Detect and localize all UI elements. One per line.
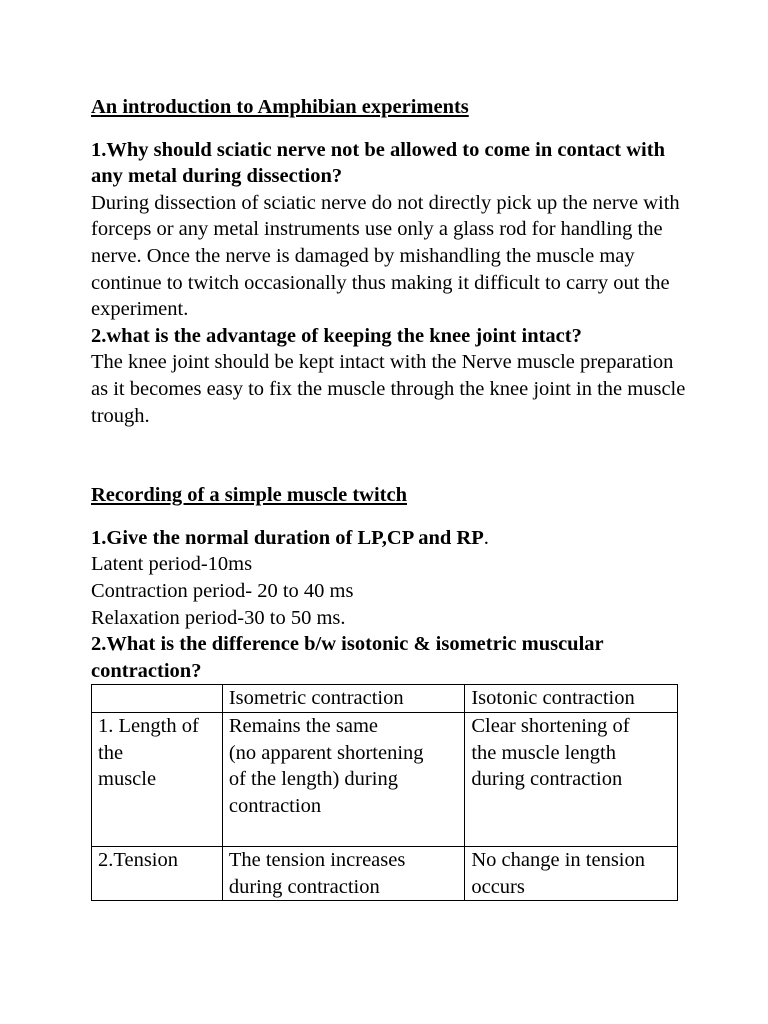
table-row	[92, 847, 678, 901]
table-header-cell: Isometric contraction	[222, 685, 465, 713]
table-cell-label	[92, 847, 223, 901]
cell-line: contraction	[228, 795, 322, 818]
section-title-muscle-twitch: Recording of a simple muscle twitch	[91, 484, 407, 507]
document-page	[91, 94, 691, 901]
section-title-amphibian: An introduction to Amphibian experiments	[91, 96, 469, 118]
cell-line: during contraction	[471, 768, 623, 791]
answer-knee-joint: The knee joint should be kept intact with the Nerve muscle preparation as it becomes easy to fix the muscle through the knee joint in the muscle trough.	[91, 351, 686, 427]
question-durations-suffix: .	[483, 526, 489, 549]
cell-line: Clear shortening of	[471, 715, 630, 738]
cell-line: 2.Tension	[98, 849, 178, 872]
question-durations-line	[91, 525, 691, 552]
table-cell-isotonic	[465, 847, 678, 901]
table-header-cell: Isotonic contraction	[465, 685, 678, 713]
question-sciatic-nerve: 1.Why should sciatic nerve not be allowed to come in contact with any metal during dissection?	[91, 138, 665, 188]
cell-line: the	[98, 741, 124, 764]
table-cell-label	[92, 713, 223, 847]
table-header-cell	[92, 685, 223, 713]
cell-line: of the length) during	[228, 768, 398, 791]
cell-line: (no apparent shortening	[228, 741, 424, 764]
answer-sciatic-nerve: During dissection of sciatic nerve do not directly pick up the nerve with forceps or any metal instruments use only a glass rod for handling the nerve. Once the nerve is damaged by mishandling the muscle may continue to twitch occasionally thus making it difficult to carry out the experiment.	[91, 191, 680, 321]
table-row	[92, 713, 678, 847]
answer-relaxation-period: Relaxation period-30 to 50 ms.	[91, 606, 346, 629]
cell-line: the muscle length	[471, 741, 616, 764]
comparison-table	[91, 684, 678, 901]
cell-line: 1. Length of	[98, 715, 199, 738]
cell-line: The tension increases	[228, 849, 406, 872]
question-durations: 1.Give the normal duration of LP,CP and RP	[91, 526, 484, 549]
answer-latent-period: Latent period-10ms	[91, 553, 253, 576]
cell-line: occurs	[471, 875, 525, 898]
cell-line: during contraction	[228, 875, 380, 898]
cell-line: muscle	[98, 768, 157, 791]
question-isotonic-isometric: 2.What is the difference b/w isotonic & isometric muscular contraction?	[91, 633, 604, 682]
table-header-row	[92, 685, 678, 713]
question-knee-joint: 2.what is the advantage of keeping the knee joint intact?	[91, 324, 582, 347]
table-cell-isotonic	[465, 713, 678, 847]
table-cell-isometric	[222, 713, 465, 847]
answer-contraction-period: Contraction period- 20 to 40 ms	[91, 579, 354, 602]
cell-line: Remains the same	[228, 715, 379, 738]
cell-line: No change in tension	[471, 849, 645, 872]
table-cell-isometric	[222, 847, 465, 901]
